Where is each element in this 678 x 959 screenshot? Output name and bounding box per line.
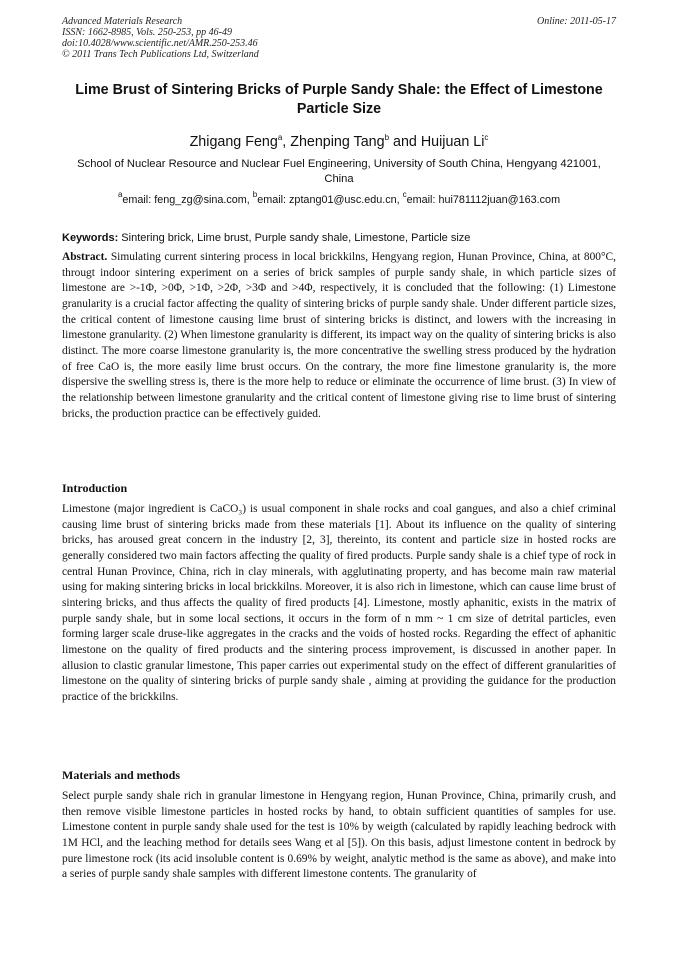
keywords-text: Sintering brick, Lime brust, Purple sandy shale, Limestone, Particle size bbox=[118, 232, 471, 244]
section-heading-introduction: Introduction bbox=[62, 481, 128, 495]
abstract-text: Simulating current sintering process in local brickkilns, Hengyang region, Hunan Province, China, at 800°C, througt indoor sintering experiment on a series of brick samples of purple sandy shale, in which particle sizes of limestone are >-1Φ, >0Φ, >1Φ, >2Φ, >3Φ and >4Φ, respectively, it is concluded that the following: (1) Limestone granularity is a crucial factor affecting the quality of sintering bricks of purple sandy shale. Under different particle sizes, the critical content of limestone causing lime brust of sintering bricks is distinct, and lowers with the increasing in limestone granularity. (2) When limestone granularity is different, its impact way on the quality of sintering bricks is also distinct. The more coarse limestone granularity is, the more concentrative the swelling stress produced by the hydration of free CaO is, the more easily lime brust occurs. On the contrary, the more fine limestone granularity is, the more dispersive the swelling stress is, there is the more help to reduce or eliminate the occurrence of lime brust. (3) In view of the relationship between limestone granularity and the critical content of limestone giving rise to lime brust of sintering bricks, the production practice can be effectively guided. bbox=[62, 251, 616, 420]
issn-line: ISSN: 1662-8985, Vols. 250-253, pp 46-49 bbox=[62, 27, 232, 38]
online-date: Online: 2011-05-17 bbox=[537, 16, 616, 27]
author-name: Huijuan Li bbox=[420, 134, 485, 150]
email-superscript: a bbox=[117, 190, 123, 199]
keywords bbox=[62, 231, 616, 245]
abstract bbox=[62, 250, 616, 422]
author-line bbox=[62, 133, 616, 151]
author-superscript: a bbox=[277, 133, 283, 142]
abstract-label: Abstract. bbox=[62, 251, 108, 263]
keywords-label: Keywords: bbox=[62, 232, 119, 244]
journal-name: Advanced Materials Research bbox=[62, 16, 183, 27]
affiliation: School of Nuclear Resource and Nuclear Fuel Engineering, University of South China, Hengyang 421001, China bbox=[77, 158, 601, 185]
email-text: email: zptang01@usc.edu.cn, bbox=[257, 194, 403, 206]
materials-paragraph: Select purple sandy shale rich in granular limestone in Hengyang region, Hunan Province, China, primarily crush, and then remove visible limestone particles in hosted rocks by hand, to obtain sufficient quantities of samples for use. Limestone content in purple sandy shale used for the test is 10% by weigth (calculated by rapidly leaching bedrock with 1M HCl, and the leaching method for details sees Wang et al [5]). On this basis, adjust limestone content in bedrock by pure limestone rock (its acid insoluble content is 0.69% by weight, analytic method is the same as above), and make into a series of purple sandy shale samples with different limestone contents. The granularity of bbox=[62, 790, 616, 881]
author-separator: and bbox=[389, 134, 421, 150]
copyright-line: © 2011 Trans Tech Publications Ltd, Switzerland bbox=[62, 49, 259, 60]
email-text: email: hui781112juan@163.com bbox=[406, 194, 561, 206]
author-superscript: c bbox=[484, 133, 489, 142]
email-superscript: c bbox=[402, 190, 407, 199]
journal-header bbox=[62, 16, 259, 60]
section-heading-materials: Materials and methods bbox=[62, 768, 180, 782]
author-name: Zhigang Feng bbox=[189, 134, 278, 150]
email-text: email: feng_zg@sina.com, bbox=[122, 194, 253, 206]
email-superscript: b bbox=[252, 190, 258, 199]
paper-title: Lime Brust of Sintering Bricks of Purple Sandy Shale: the Effect of Limestone Particle Size bbox=[75, 82, 603, 117]
introduction-paragraph: Limestone (major ingredient is CaCO₃) is usual component in shale rocks and coal gangues, and also a chief criminal causing lime brust of sintering bricks made from these materials [1]. About its influence on the quality of sintering bricks, has aroused great concern in the industry [2, 3], thereinto, its content and particle size in hosted rocks are generally considered two main factors affecting the quality of fired products. Purple sandy shale is a chief type of rock in central Hunan Province, China, rich in clay minerals, with agglutinating property, and has become main raw material using for making sintering bricks in local brickkilns. Moreover, it is also rich in limestone, which can cause lime brust of sintering bricks, and thus affects the quality of fired products [4]. Limestone, mostly aphanitic, exists in the matrix of purple sandy shale, but in some local sections, it occurs in the form of n mm ~ 1 cm size of detrital particles, even forming larger scale druse-like aggregates in the cracks and the voids of hosted rocks. Regarding the effect of aphanitic limestone on the quality of fired products and the sintering process improvement, is discussed in another paper. In allusion to clastic granular limestone, This paper carries out experimental study on the effect of different granularities of limestone on the quality of sintering bricks of purple sandy shale , aiming at providing the guidance for the production practice of the brickkilns. bbox=[62, 503, 616, 703]
doi-line: doi:10.4028/www.scientific.net/AMR.250-253.46 bbox=[62, 38, 258, 49]
author-separator: , bbox=[282, 134, 291, 150]
author-superscript: b bbox=[384, 133, 390, 142]
author-name: Zhenping Tang bbox=[290, 134, 385, 150]
email-line bbox=[62, 190, 616, 207]
